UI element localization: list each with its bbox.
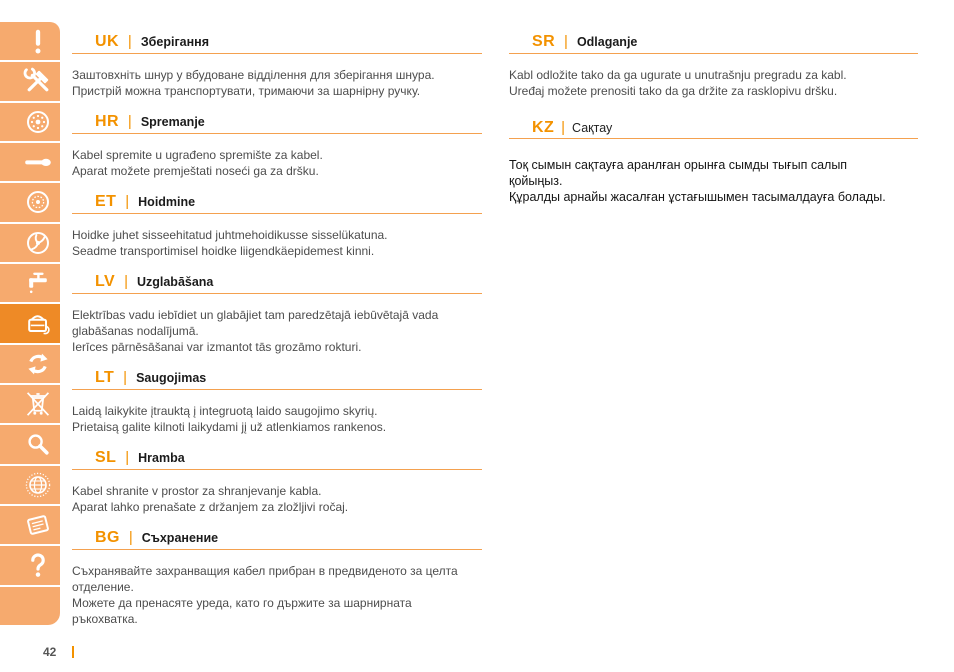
storage-icon — [22, 307, 54, 339]
section-title: Сақтау — [572, 121, 613, 135]
sidebar-tab-globe — [0, 466, 60, 504]
heading-separator: | — [127, 113, 132, 130]
body-line: Тоқ сымын сақтауға аранлған орынға сымды тығып салып — [509, 158, 848, 172]
sidebar-tab-blank — [0, 587, 60, 625]
section-heading — [72, 448, 482, 470]
body-line: Aparat lahko prenašate z držanjem za zložljivi ročaj. — [72, 500, 349, 514]
section-bg — [72, 528, 482, 627]
section-title: Uzglabāšana — [136, 275, 214, 289]
section-heading — [72, 192, 482, 214]
body-line: Съхранявайте захранващия кабел прибран в предвиденото за целта — [72, 564, 458, 578]
recycle-icon — [22, 348, 54, 380]
body-line: Можете да пренасяте уреда, като го държите за шарнирната — [72, 596, 412, 610]
magnifier-icon — [22, 428, 54, 460]
body-line: Пристрій можна транспортувати, тримаючи за шарнірну ручку. — [72, 84, 421, 98]
section-uk — [72, 32, 482, 99]
body-line: отделение. — [72, 580, 134, 594]
exclamation-icon — [22, 25, 54, 57]
left-column — [72, 32, 482, 627]
body-line: Hoidke juhet sisseehitatud juhtmehoidikusse sisselükatuna. — [72, 228, 388, 242]
section-heading — [509, 32, 918, 54]
heading-separator: | — [128, 529, 133, 546]
sidebar-tab-exclamation — [0, 22, 60, 60]
section-heading — [72, 112, 482, 134]
body-line: Aparat možete premještati noseći ga za dršku. — [72, 164, 319, 178]
section-hr — [72, 112, 482, 179]
section-heading — [72, 32, 482, 54]
section-body — [72, 147, 482, 179]
section-sl — [72, 448, 482, 515]
question-icon — [22, 549, 54, 581]
section-title: Saugojimas — [136, 371, 207, 385]
section-body — [509, 67, 918, 99]
sidebar-tab-grating-disc — [0, 183, 60, 221]
section-title: Odlaganje — [576, 35, 638, 49]
tap-icon — [22, 267, 54, 299]
heading-separator: | — [123, 369, 128, 386]
body-line: glabāšanas nodalījumā. — [72, 324, 199, 338]
sidebar-tab-question — [0, 546, 60, 584]
section-title: Hramba — [138, 451, 185, 465]
body-line: Заштовхніть шнур у вбудоване відділення для зберігання шнура. — [72, 68, 435, 82]
language-code: HR — [95, 113, 119, 130]
heading-separator: | — [124, 273, 128, 290]
section-lt — [72, 368, 482, 435]
body-line: Kabel shranite v prostor za shranjevanje kabla. — [72, 484, 322, 498]
language-code: KZ — [532, 119, 555, 136]
sidebar-tab-magnifier — [0, 425, 60, 463]
section-body — [72, 67, 482, 99]
sidebar-tab-spatula — [0, 143, 60, 181]
section-sr — [509, 32, 918, 99]
sidebar-tab-tap — [0, 264, 60, 302]
section-tabs-sidebar — [0, 22, 60, 625]
section-body — [72, 403, 482, 435]
section-body — [72, 483, 482, 515]
page-number: 42 — [43, 645, 57, 659]
sidebar-tab-storage — [0, 304, 60, 342]
section-title: Spremanje — [140, 115, 205, 129]
section-title: Hoidmine — [138, 195, 196, 209]
spatula-icon — [22, 146, 54, 178]
body-line: Kabel spremite u ugrađeno spremište za kabel. — [72, 148, 323, 162]
language-code: BG — [95, 529, 120, 546]
heading-separator: | — [561, 119, 566, 136]
crossed-bin-icon — [22, 388, 54, 420]
grating-disc-icon — [22, 186, 54, 218]
slicing-disc-icon — [22, 227, 54, 259]
language-code: LT — [95, 369, 115, 386]
language-code: SL — [95, 449, 117, 466]
section-lv — [72, 272, 482, 355]
sidebar-tab-slicing-disc — [0, 224, 60, 262]
language-code: SR — [532, 33, 556, 50]
disc-icon — [22, 106, 54, 138]
language-code: ET — [95, 193, 117, 210]
section-et — [72, 192, 482, 259]
section-body — [509, 157, 918, 205]
section-title: Съхранение — [141, 531, 219, 545]
heading-separator: | — [564, 33, 568, 50]
tools-icon — [22, 65, 54, 97]
section-heading — [72, 528, 482, 550]
section-kz — [509, 118, 918, 205]
page-number-bar — [72, 646, 74, 658]
section-heading — [72, 272, 482, 294]
heading-separator: | — [125, 449, 130, 466]
section-title: Зберігання — [140, 35, 209, 49]
section-body — [72, 307, 482, 355]
language-code: UK — [95, 33, 119, 50]
section-heading — [72, 368, 482, 390]
sidebar-tab-certificate — [0, 506, 60, 544]
heading-separator: | — [125, 193, 130, 210]
sidebar-tab-tools — [0, 62, 60, 100]
certificate-icon — [22, 509, 54, 541]
sidebar-tab-recycle — [0, 345, 60, 383]
body-line: Kabl odložite tako da ga ugurate u unutrašnju pregradu za kabl. — [509, 68, 847, 82]
body-line: Seadme transportimisel hoidke liigendkäepidemest kinni. — [72, 244, 375, 258]
right-column — [509, 32, 918, 205]
globe-icon — [22, 469, 54, 501]
body-line: Laidą laikykite įtrauktą į integruotą laido saugojimo skyrių. — [72, 404, 378, 418]
body-line: қойыңыз. — [509, 174, 563, 188]
body-line: Құралды арнайы жасалған ұстағышымен тасымалдауға болады. — [509, 190, 886, 204]
sidebar-tab-crossed-bin — [0, 385, 60, 423]
language-code: LV — [95, 273, 116, 290]
body-line: ръкохватка. — [72, 612, 138, 626]
heading-separator: | — [127, 33, 132, 50]
section-body — [72, 563, 482, 627]
body-line: Uređaj možete prenositi tako da ga držite za rasklopivu dršku. — [509, 84, 838, 98]
sidebar-tab-disc — [0, 103, 60, 141]
body-line: Ierīces pārnēsāšanai var izmantot tās grozāmo rokturi. — [72, 340, 362, 354]
section-heading — [509, 118, 918, 139]
body-line: Elektrības vadu iebīdiet un glabājiet tam paredzētajā iebūvētajā vada — [72, 308, 439, 322]
body-line: Prietaisą galite kilnoti laikydami jį už atlenkiamos rankenos. — [72, 420, 387, 434]
section-body — [72, 227, 482, 259]
